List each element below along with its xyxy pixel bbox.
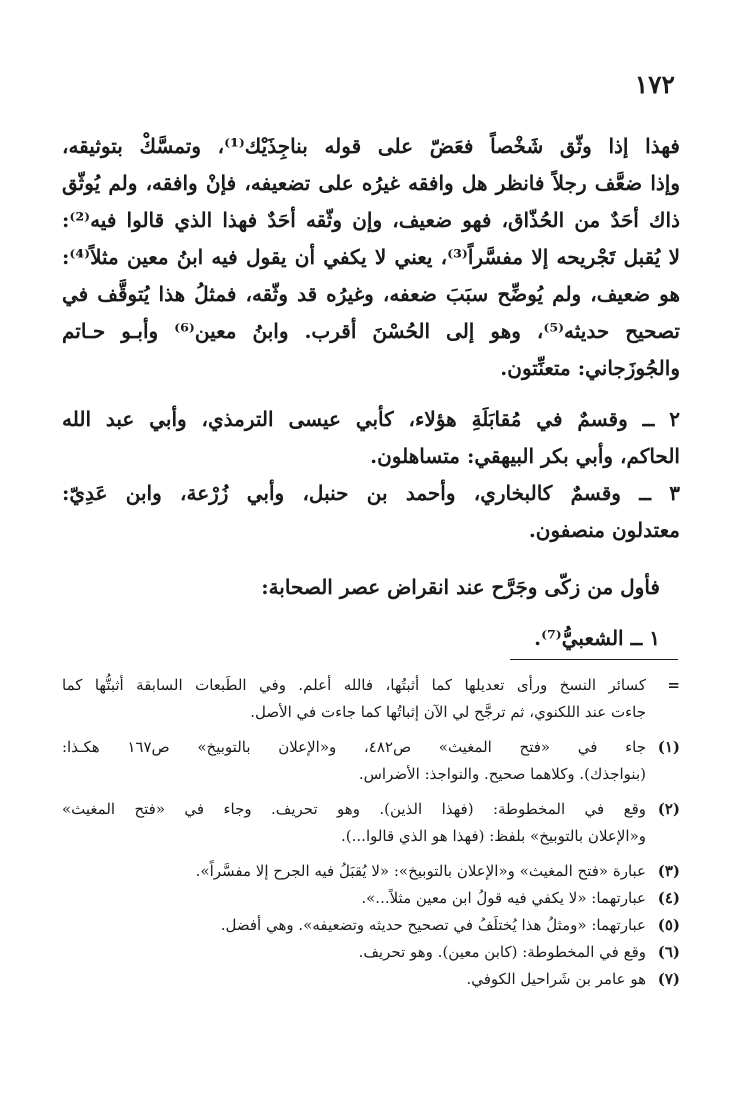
footnote-6 xyxy=(62,939,680,966)
footnote-text: عبارتهما: «لا يكفي فيه قولُ ابن معين مثلاً...». xyxy=(361,889,646,907)
text-line: وإذا ضعَّف رجلاً فانظر هل وافقه غيرُه على تضعيفه، فإنْ وافقه، ولم يُوثّق xyxy=(62,171,680,195)
footnote-text: (بنواجذك). وكلاهما صحيح. والنواجذ: الأضراس. xyxy=(358,765,646,783)
footnote-marker: (٦) xyxy=(657,943,680,961)
text-line: ٣ ــ وقسمٌ كالبخاري، وأحمد بن حنبل، وأبي زُرْعة، وابن عَدِيّ: xyxy=(62,481,680,505)
main-text xyxy=(62,128,680,657)
footnote-marker: (٣) xyxy=(657,862,680,880)
footnote-text: كسائر النسخ ورأى تعديلها كما أثبتُها، فالله أعلم. وفي الطَبعات السابقة أثبتُّها كما xyxy=(62,676,646,694)
text-line: تصحيح حديثه⁽⁵⁾، وهو إلى الحُسْنَ أقرب. وابنُ معين⁽⁶⁾ وأبـو حـاتم xyxy=(62,319,680,343)
footnote-text: وقع في المخطوطة: (فهذا الذين). وهو تحريف. وجاء في «فتح المغيث» xyxy=(62,800,646,818)
list-item: ١ ــ الشعبيُّ⁽⁷⁾. xyxy=(534,626,660,650)
footnote-marker: (٧) xyxy=(657,970,680,988)
footnotes xyxy=(62,672,680,993)
text-line: فهذا إذا وثّق شَخْصاً فعَضّ على قوله بناجِذَيْك⁽¹⁾، وتمسَّكْ بتوثيقه، xyxy=(62,134,680,158)
footnote-marker: (٤) xyxy=(657,889,680,907)
footnote-text: عبارتهما: «ومثلُ هذا يُختلَفُ في تصحيح حديثه وتضعيفه». وهي أفضل. xyxy=(220,916,646,934)
paragraph-item-2 xyxy=(62,401,680,475)
footnote-marker: (١) xyxy=(657,738,680,756)
paragraph-main xyxy=(62,128,680,387)
footnote-marker: (٥) xyxy=(657,916,680,934)
footnote-text: و«الإعلان بالتوبيخ» بلفظ: (فهذا هو الذي قالوا...). xyxy=(341,827,646,845)
footnote-text: جاء في «فتح المغيث» ص٤٨٢، و«الإعلان بالتوبيخ» ص١٦٧ هكـذا: xyxy=(62,738,647,756)
footnote-text: جاءت عند اللكنوي، ثم ترجَّح لي الآن إثباتُها كما جاءت في الأصل. xyxy=(250,703,646,721)
footnote-4 xyxy=(62,885,680,912)
text-line: ٢ ــ وقسمٌ في مُقابَلَةِ هؤلاء، كأبي عيسى الترمذي، وأبي عبد الله xyxy=(62,407,680,431)
footnote-3 xyxy=(62,858,680,885)
footnote-1 xyxy=(62,734,680,788)
footnote-7 xyxy=(62,966,680,993)
footnote-marker: = xyxy=(667,676,680,694)
footnote-divider xyxy=(510,659,678,660)
footnote-marker: (٢) xyxy=(657,800,680,818)
text-line: معتدلون منصفون. xyxy=(528,518,680,542)
footnote-text: عبارة «فتح المغيث» و«الإعلان بالتوبيخ»: «لا يُقبَلُ فيه الجرح إلا مفسَّراً». xyxy=(195,862,646,880)
text-line: والجُوزَجاني: متعنِّتون. xyxy=(500,356,680,380)
footnote-2 xyxy=(62,796,680,850)
footnote-text: هو عامر بن شَراحيل الكوفي. xyxy=(466,970,646,988)
section-heading: فأول من زكّى وجَرَّح عند انقراض عصر الصحابة: xyxy=(261,575,660,599)
paragraph-item-3 xyxy=(62,475,680,549)
footnote-text: وقع في المخطوطة: (كابن معين). وهو تحريف. xyxy=(358,943,646,961)
text-line: الحاكم، وأبي بكر البيهقي: متساهلون. xyxy=(370,444,680,468)
text-line: لا يُقبل تَجْريحه إلا مفسَّراً⁽³⁾، يعني لا يكفي أن يقول فيه ابنُ معين مثلاً⁽⁴⁾: xyxy=(62,245,680,269)
footnote-continuation xyxy=(62,672,680,726)
text-line: هو ضعيف، ولم يُوضِّح سبَبَ ضعفه، وغيرُه قد وثّقه، فمثلُ هذا يُتوقَّف في xyxy=(62,282,680,306)
page-number: ١٧٢ xyxy=(634,70,675,99)
footnote-5 xyxy=(62,912,680,939)
text-line: ذاك أحَدٌ من الحُذّاق، فهو ضعيف، وإن وثّقه أحَدٌ فهذا الذي قالوا فيه⁽²⁾: xyxy=(62,208,680,232)
